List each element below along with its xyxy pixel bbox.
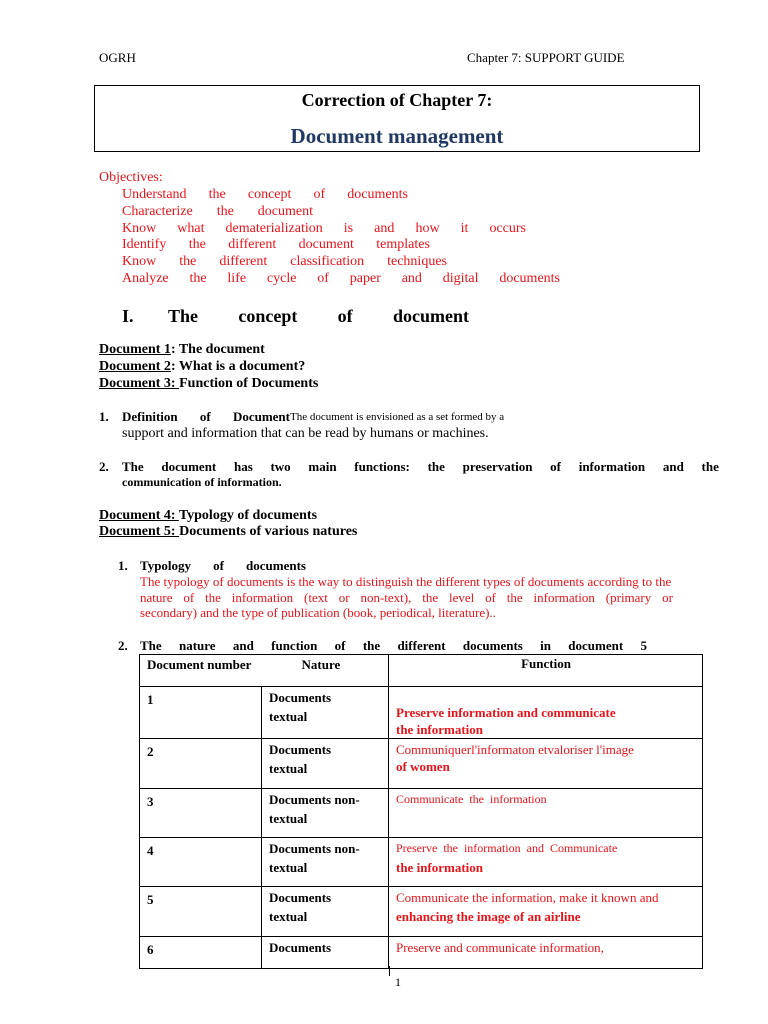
typology-title: [140, 558, 306, 574]
typology-line1: The typology of documents is the way to distinguish the different types of documents according to the: [140, 574, 672, 589]
nature-title: [140, 638, 647, 654]
word: The: [140, 638, 162, 653]
header-function: Function: [521, 656, 571, 671]
row-nature-line: textual: [269, 709, 308, 724]
row-nature-cell: [262, 687, 389, 739]
doc-ref: [99, 376, 318, 392]
objective-item: [122, 204, 313, 220]
word: the: [205, 590, 221, 605]
row-nature-line: Documents non-: [269, 841, 360, 856]
word: of: [183, 590, 195, 605]
word: of: [334, 638, 346, 653]
table-row: [140, 687, 703, 739]
row-function-cell: [389, 937, 703, 969]
word: nature: [140, 590, 173, 605]
row-number-cell: [140, 789, 262, 838]
word: the: [189, 271, 207, 286]
word: the: [427, 459, 445, 474]
row-function-cell: [389, 789, 703, 838]
row-function-cell: [389, 739, 703, 789]
table-row: [140, 739, 703, 789]
word: Typology: [140, 558, 192, 573]
objective-item: [122, 237, 430, 253]
row-number-cell: [140, 739, 262, 789]
word: non-text),: [360, 590, 412, 605]
word: function: [271, 638, 318, 653]
doc-ref-label: Document 1: [99, 342, 171, 357]
table-row: [140, 937, 703, 969]
row-nature-cell: [262, 789, 389, 838]
word: the: [422, 590, 439, 605]
row-nature-cell: [262, 838, 389, 887]
word: of: [199, 409, 211, 424]
row-nature-line: textual: [269, 909, 308, 924]
word: life: [227, 271, 247, 286]
word: paper: [349, 271, 381, 286]
word: or: [662, 590, 673, 605]
header-number: Document number: [147, 657, 252, 672]
word: document: [568, 638, 624, 653]
row-function-line: the information: [396, 722, 484, 737]
word: of: [213, 558, 224, 573]
word: two: [270, 459, 291, 474]
word: the: [208, 187, 226, 202]
row-function-line: of women: [396, 759, 450, 774]
word: Characterize: [122, 204, 193, 219]
point1-small-text: The document is envisioned as a set formed by a: [290, 411, 505, 423]
word: concept: [247, 187, 292, 202]
word: the: [506, 590, 523, 605]
point2-line1: [122, 459, 719, 475]
row-number: 6: [147, 942, 154, 957]
word: The: [168, 306, 199, 326]
row-function-line: enhancing the image of an airline: [396, 909, 581, 924]
word: (primary: [605, 590, 652, 605]
title-line1: Correction of Chapter 7:: [301, 90, 493, 110]
header-function-cell: [389, 655, 703, 687]
word: The: [122, 459, 144, 474]
word: Understand: [122, 187, 187, 202]
title-box: [94, 85, 700, 152]
word: and: [374, 221, 395, 236]
word: documents: [347, 187, 408, 202]
word: what: [177, 221, 205, 236]
typology-line3: secondary) and the type of publication (book, periodical, literature)..: [140, 605, 496, 620]
row-number-cell: [140, 838, 262, 887]
row-nature-line: Documents: [269, 890, 332, 905]
word: Know: [122, 221, 157, 236]
doc-ref-text: Documents of various natures: [179, 524, 358, 539]
doc-ref-text: : The document: [170, 342, 265, 357]
row-nature-line: Documents: [269, 690, 332, 705]
doc-ref: [99, 508, 317, 524]
row-function-cell: [389, 887, 703, 937]
word: how: [415, 221, 440, 236]
row-number-cell: [140, 687, 262, 739]
word: preservation: [462, 459, 533, 474]
point1-number: 1.: [99, 409, 109, 424]
objective-item: [122, 221, 526, 237]
table-row: [140, 838, 703, 887]
objectives-heading: Objectives:: [99, 170, 163, 185]
word: is: [343, 221, 354, 236]
row-function-line: Preserve the information and Communicate: [396, 841, 618, 855]
word: document: [161, 459, 217, 474]
word: classification: [290, 254, 365, 269]
word: different: [228, 237, 277, 252]
footer-divider: [389, 966, 390, 976]
doc-ref: [99, 359, 305, 375]
word: main: [308, 459, 337, 474]
header-nature-cell: [262, 655, 389, 687]
objective-item: [122, 187, 408, 203]
doc-ref-label: Document 3:: [99, 376, 180, 391]
word: level: [448, 590, 475, 605]
page-number: 1: [395, 975, 401, 989]
row-function-line: Preserve and communicate information,: [396, 940, 604, 955]
table-row: [140, 887, 703, 937]
word: Analyze: [122, 271, 169, 286]
row-nature-line: textual: [269, 860, 308, 875]
word: of: [313, 187, 326, 202]
word: or: [338, 590, 350, 605]
word: Know: [122, 254, 157, 269]
word: concept: [238, 306, 298, 326]
word: of: [550, 459, 561, 474]
row-nature-cell: [262, 887, 389, 937]
objective-item: [122, 254, 447, 270]
doc-ref-text: Function of Documents: [179, 376, 319, 391]
nature-number: 2.: [118, 638, 128, 653]
row-function-line: Communicate the information, make it known and: [396, 890, 659, 905]
row-nature-cell: [262, 739, 389, 789]
row-number: 3: [147, 794, 154, 809]
doc-ref: [99, 524, 357, 540]
word: techniques: [387, 254, 447, 269]
word: templates: [376, 237, 430, 252]
word: the: [362, 638, 381, 653]
word: Definition: [122, 409, 178, 424]
header-nature: Nature: [301, 657, 341, 672]
row-function-line: the information: [396, 860, 484, 875]
word: information: [533, 590, 595, 605]
typology-number: 1.: [118, 558, 128, 573]
point2-number: 2.: [99, 459, 109, 474]
doc-ref-label: Document 5:: [99, 524, 180, 539]
row-nature-line: textual: [269, 761, 308, 776]
row-nature-line: Documents non-: [269, 792, 360, 807]
word: the: [179, 254, 197, 269]
word: different: [397, 638, 446, 653]
word: documents: [462, 638, 523, 653]
word: of: [485, 590, 496, 605]
table-header-row: [140, 655, 703, 687]
word: different: [219, 254, 268, 269]
row-nature-cell: [262, 937, 389, 969]
doc-ref-text: : What is a document?: [170, 359, 306, 374]
word: Document: [232, 409, 290, 424]
point2-line2: communication of information.: [122, 475, 282, 489]
word: document: [257, 204, 313, 219]
row-number: 5: [147, 892, 154, 907]
word: documents: [499, 271, 560, 286]
word: (text: [304, 590, 328, 605]
documents-table: [139, 654, 703, 969]
header-left: OGRH: [99, 50, 136, 65]
word: cycle: [266, 271, 297, 286]
word: of: [317, 271, 329, 286]
point1-continuation: support and information that can be read by humans or machines.: [122, 426, 489, 441]
section-heading: [168, 306, 469, 327]
word: and: [401, 271, 422, 286]
row-number-cell: [140, 887, 262, 937]
header-number-cell: [140, 655, 262, 687]
word: the: [188, 237, 206, 252]
row-function-cell: [389, 687, 703, 739]
word: 5: [640, 638, 647, 653]
point1-label: [122, 409, 290, 425]
title-line2: Document management: [290, 124, 504, 148]
row-function-line: Communicate the information: [396, 792, 547, 806]
word: and: [232, 638, 254, 653]
row-nature-line: textual: [269, 811, 308, 826]
row-number: 1: [147, 692, 154, 707]
word: has: [233, 459, 253, 474]
doc-ref: [99, 342, 265, 358]
objective-item: [122, 271, 560, 287]
doc-ref-label: Document 2: [99, 359, 171, 374]
doc-ref-text: Typology of documents: [178, 508, 318, 523]
word: information: [231, 590, 294, 605]
word: nature: [178, 638, 216, 653]
word: of: [337, 306, 353, 326]
header-right: Chapter 7: SUPPORT GUIDE: [467, 50, 625, 65]
word: the: [216, 204, 234, 219]
table-row: [140, 789, 703, 838]
word: digital: [442, 271, 479, 286]
doc-ref-label: Document 4:: [99, 508, 179, 523]
word: it: [460, 221, 469, 236]
word: information: [578, 459, 646, 474]
row-function-line: Communiquerl'informaton etvaloriser l'image: [396, 742, 634, 757]
row-nature-line: Documents: [269, 742, 332, 757]
word: document: [392, 306, 469, 326]
row-number: 4: [147, 843, 154, 858]
section-numeral: I.: [122, 306, 134, 326]
row-number: 2: [147, 744, 154, 759]
word: document: [298, 237, 354, 252]
word: the: [701, 459, 719, 474]
row-function-line: Preserve information and communicate: [396, 705, 616, 720]
word: and: [662, 459, 684, 474]
row-number-cell: [140, 937, 262, 969]
word: documents: [246, 558, 306, 573]
word: functions:: [354, 459, 410, 474]
word: dematerialization: [225, 221, 323, 236]
word: occurs: [489, 221, 526, 236]
row-function-cell: [389, 838, 703, 887]
word: Identify: [122, 237, 167, 252]
row-nature-line: Documents: [269, 940, 332, 955]
typology-line2: [140, 590, 673, 606]
word: in: [540, 638, 551, 653]
